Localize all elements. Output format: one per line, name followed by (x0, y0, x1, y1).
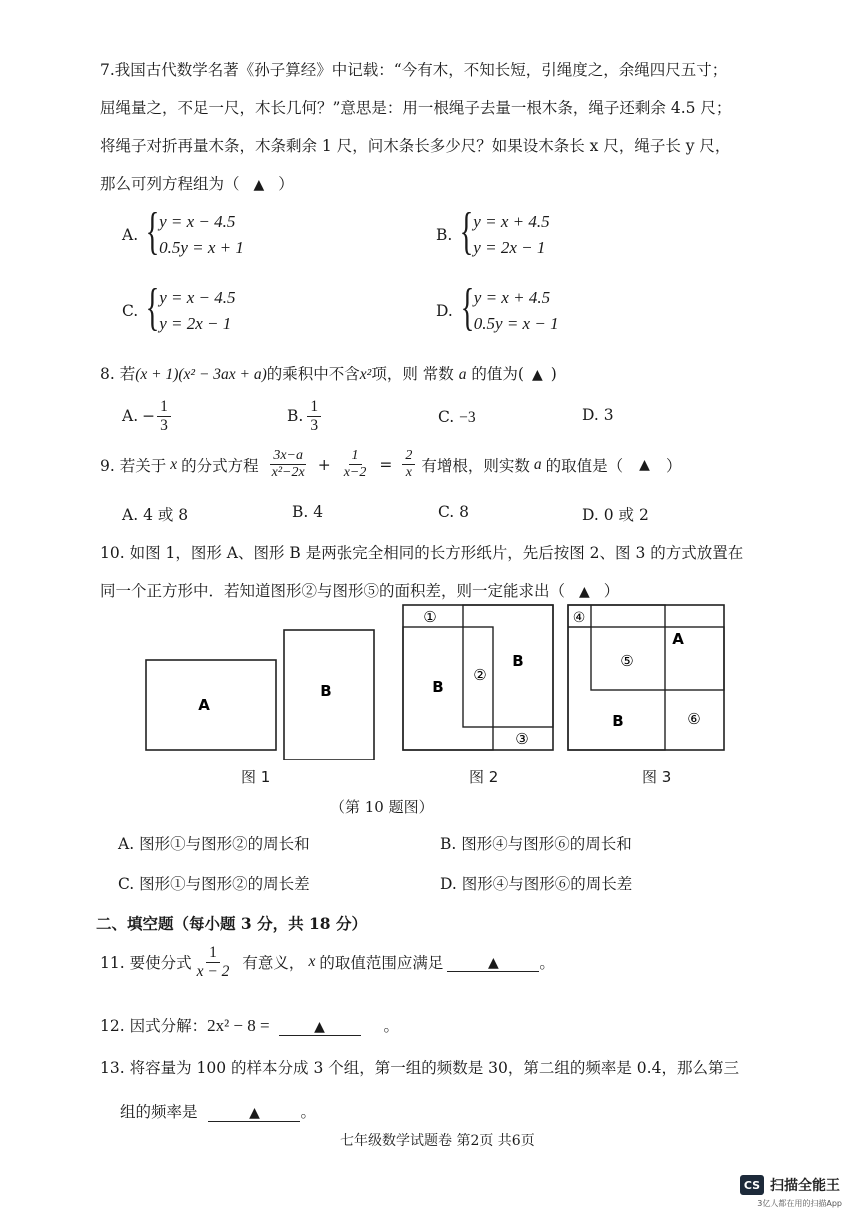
q9-stem: 9. 若关于 x 的分式方程 $\frac{3x-a}{\text{x²−2x}}$ + $\frac{1}{x-2}$ = $\frac{2}{x}$ 有增根，则实数 a 的取值是（ ▲ ） (100, 448, 682, 481)
q12-stem: 12. 因式分解：2x² − 8 = ▲ 。 (100, 1016, 399, 1035)
fig2-caption: 图 2 (469, 768, 499, 786)
watermark-name: 扫描全能王 (770, 1178, 840, 1194)
q10-line2: 同一个正方形中．若知道图形②与图形⑤的面积差，则一定能求出（ ▲ ） (100, 582, 620, 600)
answer-blank-triangle: ▲ (639, 456, 650, 473)
q9-option-b: B. 4 (292, 503, 324, 521)
fraction: $\frac{3x-a}{\text{x²−2x}}$ (271, 448, 305, 481)
answer-blank (447, 953, 539, 972)
fig3-region-4: ④ (572, 610, 586, 626)
fig3-region-6: ⑥ (687, 710, 701, 728)
fig2-region-1: ① (423, 608, 437, 626)
answer-blank-triangle: ▲ (579, 584, 590, 600)
answer-blank-triangle: ▲ (314, 1019, 325, 1035)
q8-option-a: A. − $\frac{1}{3}$ (122, 398, 171, 435)
q10-line1: 10. 如图 1，图形 A、图形 B 是两张完全相同的长方形纸片，先后按图 2、图 3 的方式放置在 (100, 544, 744, 562)
brace-icon: { (459, 203, 474, 260)
fig1-rect-a (146, 660, 276, 750)
fig3-caption: 图 3 (642, 768, 672, 786)
brace-icon: { (145, 203, 160, 260)
equation: y = x − 4.5 (159, 288, 236, 307)
q11-stem: 11. 要使分式 $\frac{1}{x - 2}$ 有意义， x 的取值范围应满足 ▲ 。 (100, 944, 555, 980)
equation: y = x + 4.5 (473, 288, 551, 307)
page-footer: 七年级数学试题卷 第2页 共6页 (340, 1133, 535, 1149)
equation: y = x − 4.5 (159, 212, 236, 231)
equation: 0.5y = x − 1 (473, 314, 559, 333)
answer-blank-triangle: ▲ (249, 1105, 260, 1121)
q7-line3: 将绳子对折再量木条，木条剩余 1 尺，问木条长多少尺？如果设木条长 x 尺，绳子长 y 尺， (100, 137, 731, 155)
watermark-tagline: 3亿人都在用的扫描App (757, 1199, 842, 1208)
q7-option-c: C. { y = x − 4.5 y = 2x − 1 (122, 279, 236, 336)
q7-line1: 7.我国古代数学名著《孙子算经》中记载：“今有木，不知长短，引绳度之，余绳四尺五寸； (100, 61, 728, 79)
fig3-region-5: ⑤ (620, 652, 634, 670)
q10-option-b: B. 图形④与图形⑥的周长和 (440, 835, 632, 853)
equation: 0.5y = x + 1 (159, 238, 244, 257)
fig1-label-b: B (320, 682, 332, 700)
fig2-label-b-left: B (432, 678, 444, 696)
equation: y = x + 4.5 (473, 212, 550, 231)
fraction: $\frac{1}{3}$ (157, 398, 171, 435)
q8-option-c: C. −3 (438, 408, 476, 426)
scanner-watermark (740, 1175, 840, 1195)
q8-stem: 8. 若(x + 1)(x² − 3ax + a)的乘积中不含x²项，则 常数 a 的值为( ▲ ) (100, 365, 557, 383)
q10-option-c: C. 图形①与图形②的周长差 (118, 875, 310, 893)
answer-blank-triangle: ▲ (531, 367, 543, 383)
cs-logo-icon: CS (740, 1175, 764, 1195)
equation: y = 2x − 1 (159, 314, 232, 333)
answer-blank (279, 1017, 361, 1036)
answer-blank-triangle: ▲ (253, 177, 265, 193)
section-title: 二、填空题（每小题 3 分，共 18 分） (96, 914, 367, 933)
q7-line2: 屈绳量之，不足一尺，木长几何？”意思是：用一根绳子去量一根木条，绳子还剩余 4.5 尺； (100, 99, 732, 117)
q9-option-d: D. 0 或 2 (582, 506, 649, 524)
fig1-label-a: A (198, 696, 210, 714)
q10-figure-caption: （第 10 题图） (330, 798, 434, 816)
fig2-label-b-right: B (512, 652, 524, 670)
q8-option-d: D. 3 (582, 406, 614, 424)
fig3-label-a: A (672, 630, 684, 648)
brace-icon: { (145, 279, 160, 336)
q7-line4: 那么可列方程组为（ ▲ ） (100, 175, 294, 193)
q7-option-b: B. { y = x + 4.5 y = 2x − 1 (436, 203, 550, 260)
equation: y = 2x − 1 (473, 238, 546, 257)
answer-blank (208, 1103, 300, 1122)
fig2-region-3: ③ (515, 730, 529, 748)
fig3-rect-top (591, 627, 724, 690)
brace-icon: { (460, 279, 475, 336)
fig1-caption: 图 1 (241, 768, 271, 786)
q10-option-d: D. 图形④与图形⑥的周长差 (440, 875, 633, 893)
fig3-label-b: B (612, 712, 624, 730)
fraction: $\frac{1}{3}$ (307, 398, 321, 435)
fig2-region-2: ② (473, 666, 487, 684)
q8-option-b: B. $\frac{1}{3}$ (287, 398, 321, 435)
fraction: $\frac{2}{x}$ (402, 448, 415, 481)
q13-line1: 13. 将容量为 100 的样本分成 3 个组，第一组的频数是 30，第二组的频率是 0.4，那么第三 (100, 1059, 739, 1077)
q13-line2: 组的频率是 ▲ 。 (120, 1103, 316, 1121)
fig2-rect-left (403, 627, 493, 750)
q10-figures (0, 600, 860, 760)
q7-option-a: A. { y = x − 4.5 0.5y = x + 1 (122, 203, 244, 260)
q9-option-a: A. 4 或 8 (122, 506, 189, 524)
q7-option-d: D. { y = x + 4.5 0.5y = x − 1 (436, 279, 559, 336)
fraction: $\frac{1}{x-2}$ (343, 448, 367, 481)
q10-option-a: A. 图形①与图形②的周长和 (118, 835, 310, 853)
answer-blank-triangle: ▲ (487, 954, 499, 971)
q9-option-c: C. 8 (438, 503, 470, 521)
fraction: $\frac{1}{x - 2}$ (196, 944, 230, 980)
